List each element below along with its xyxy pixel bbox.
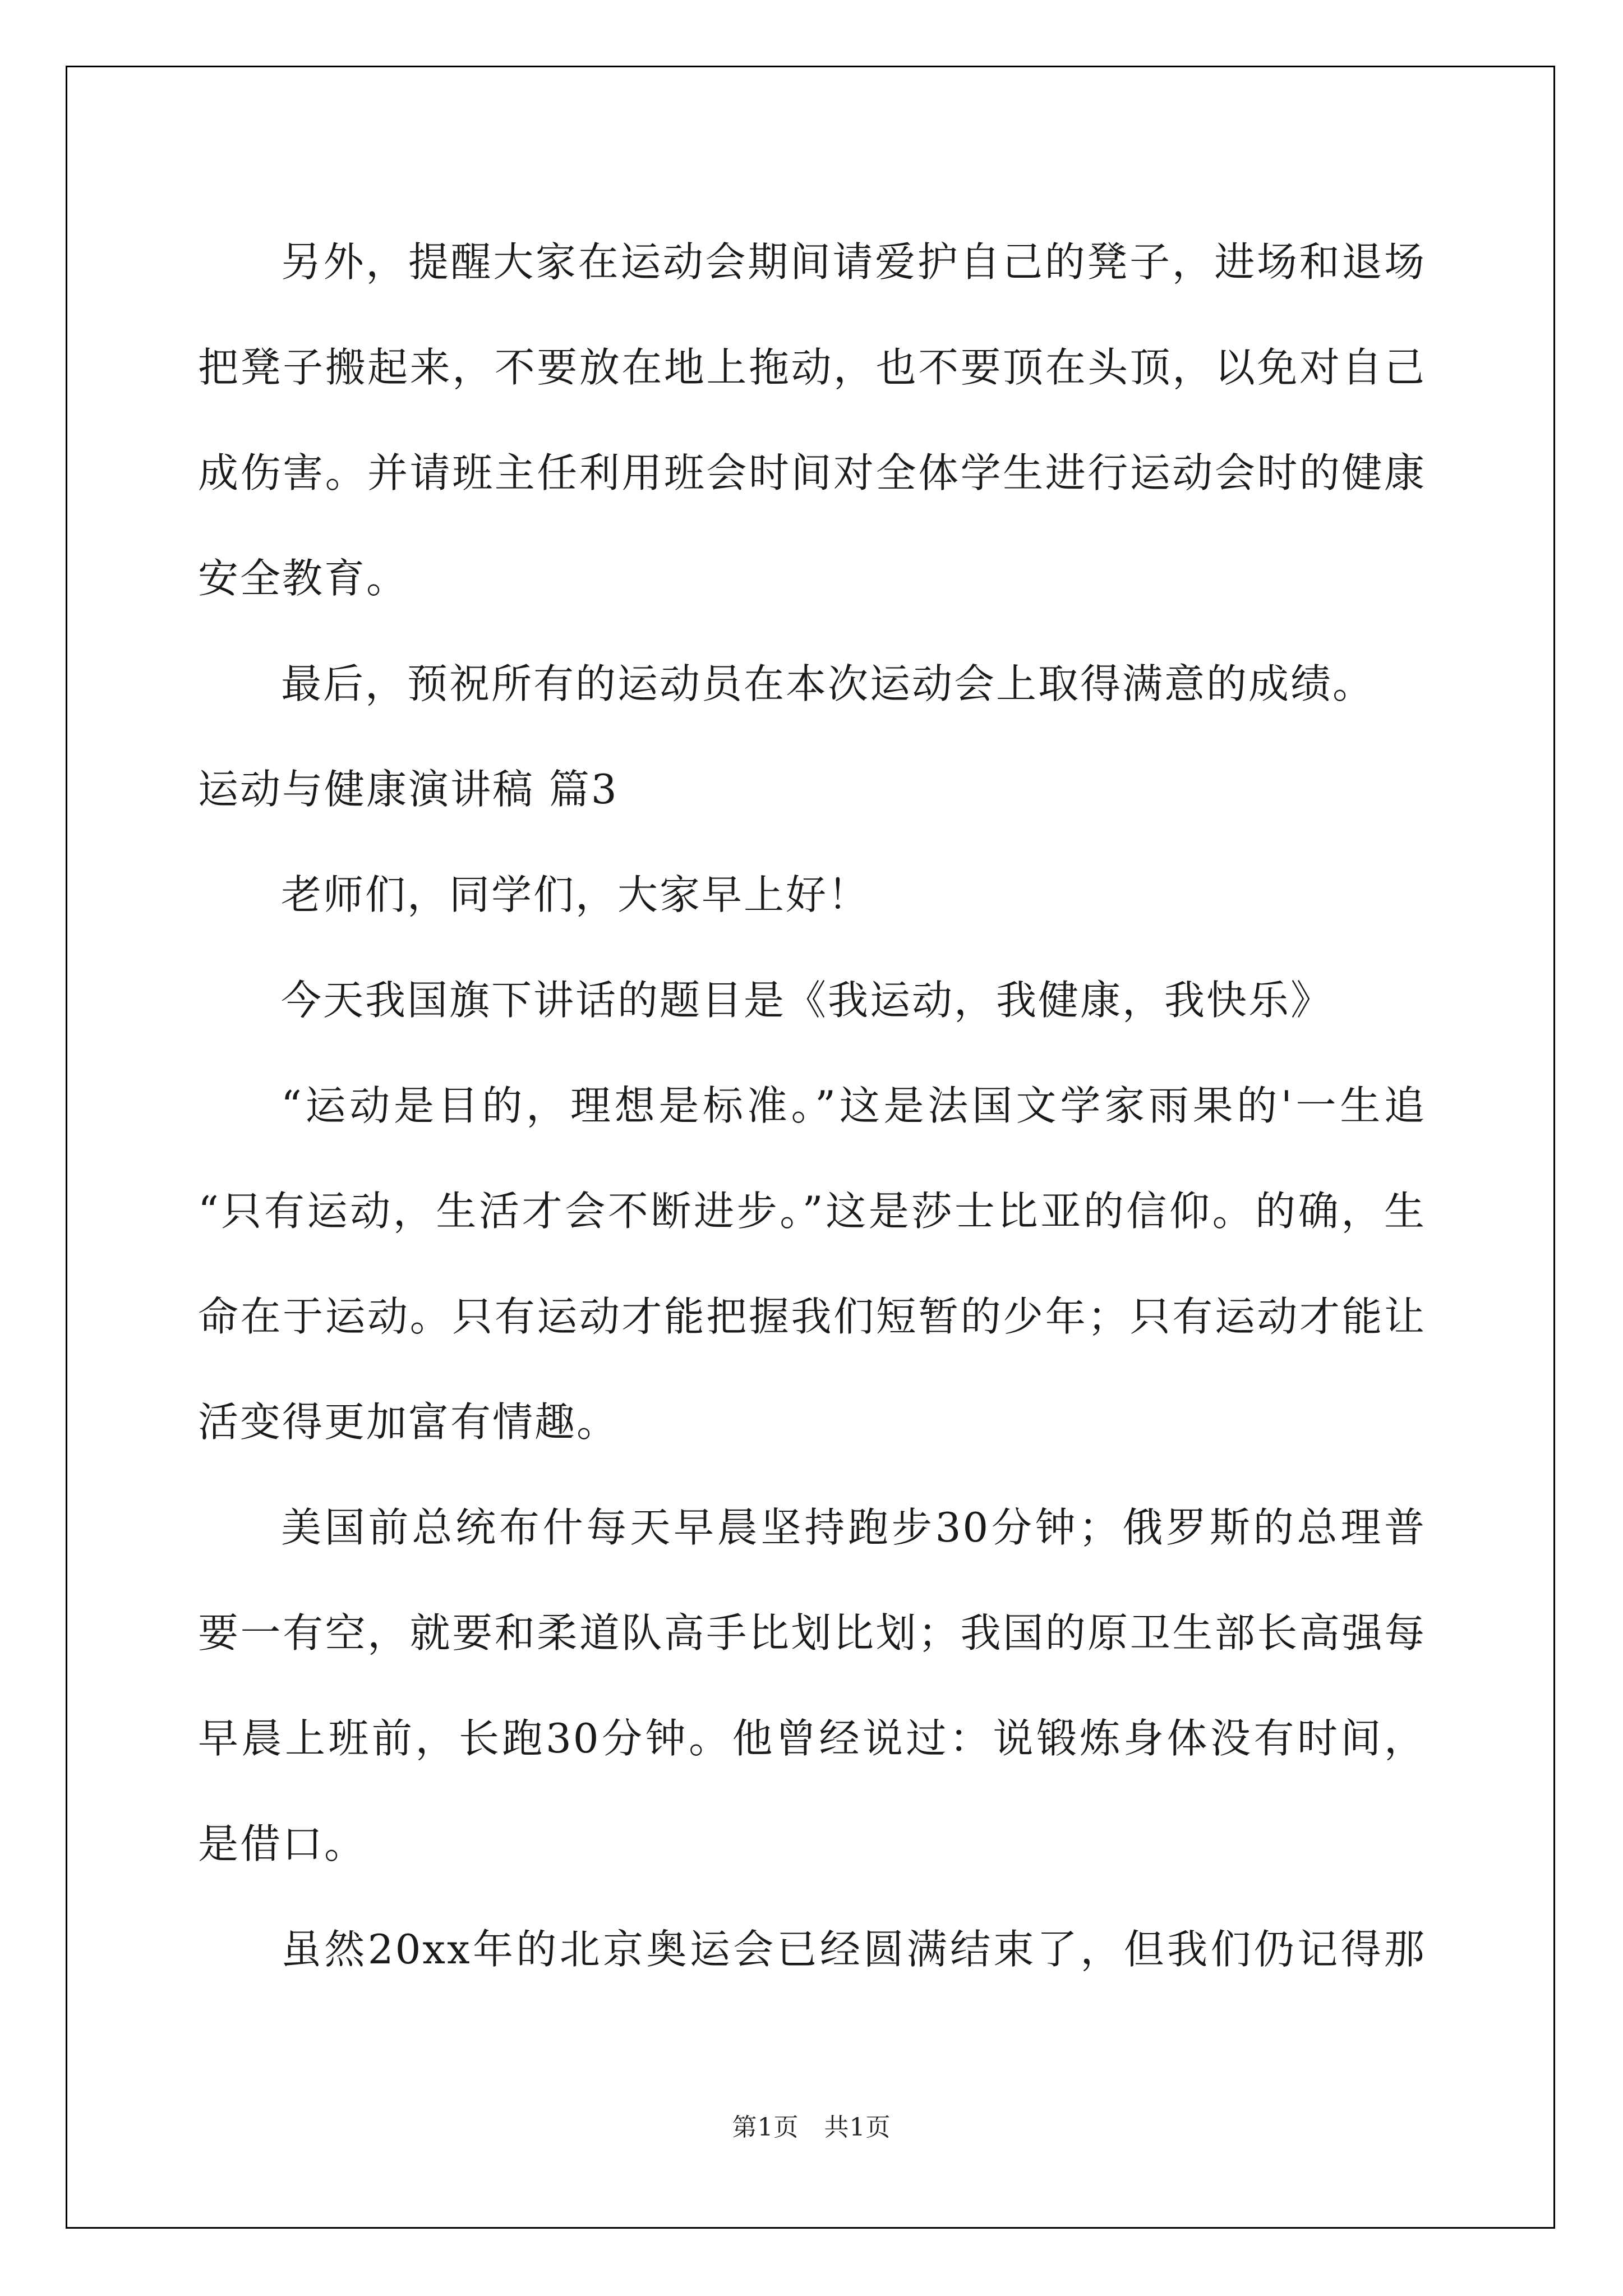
text-line-13: 美国前总统布什每天早晨坚持跑步30分钟；俄罗斯的总理普 xyxy=(281,1504,1426,1551)
text-line-16: 是借口。 xyxy=(198,1820,367,1867)
text-line-17: 虽然20xx年的北京奥运会已经圆满结束了，但我们仍记得那 xyxy=(281,1926,1426,1973)
text-line-5: 最后，预祝所有的运动员在本次运动会上取得满意的成绩。 xyxy=(281,660,1375,707)
text-line-3: 成伤害。并请班主任利用班会时间对全体学生进行运动会时的健康 xyxy=(198,449,1426,496)
page-number-footer: 第1页 共1页 xyxy=(732,2113,891,2142)
text-line-12: 活变得更加富有情趣。 xyxy=(198,1398,619,1446)
text-line-2: 把凳子搬起来，不要放在地上拖动，也不要顶在头顶，以免对自己 xyxy=(198,344,1426,391)
text-line-7: 老师们，同学们，大家早上好！ xyxy=(281,871,870,918)
text-line-11: 命在于运动。只有运动才能把握我们短暂的少年；只有运动才能让 xyxy=(198,1293,1426,1340)
text-line-15: 早晨上班前，长跑30分钟。他曾经说过：说锻炼身体没有时间， xyxy=(198,1715,1426,1762)
document-body xyxy=(198,209,1426,2002)
text-line-1: 另外，提醒大家在运动会期间请爱护自己的凳子，进场和退场 xyxy=(281,238,1426,286)
text-line-4: 安全教育。 xyxy=(198,555,409,602)
text-line-8: 今天我国旗下讲话的题目是《我运动，我健康，我快乐》 xyxy=(281,977,1333,1024)
text-line-10: “只有运动，生活才会不断进步。”这是莎士比亚的信仰。的确，生 xyxy=(198,1188,1426,1235)
text-line-14: 要一有空，就要和柔道队高手比划比划；我国的原卫生部长高强每 xyxy=(198,1609,1426,1657)
section-heading: 运动与健康演讲稿 篇3 xyxy=(198,766,619,813)
text-line-9: “运动是目的，理想是标准。”这是法国文学家雨果的'一生追 xyxy=(281,1082,1426,1129)
